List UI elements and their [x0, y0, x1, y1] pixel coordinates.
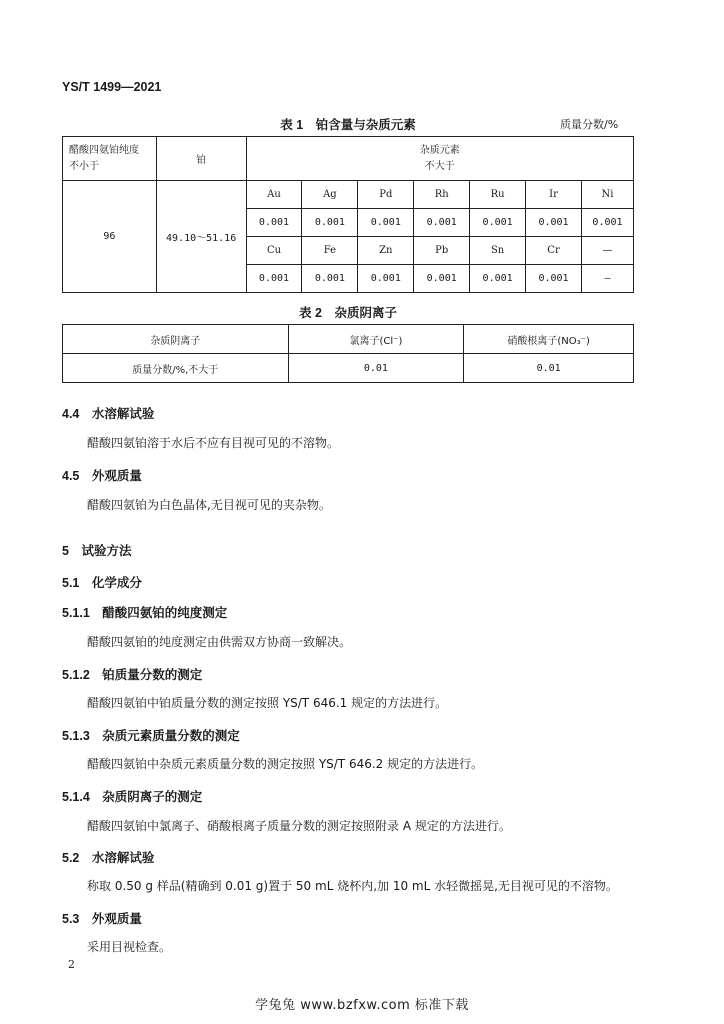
- table2: [62, 324, 634, 383]
- section-text-4-4: 醋酸四氨铂溶于水后不应有目视可见的不溶物。: [87, 436, 340, 450]
- section-heading-5-1-1: 5.1.1 醋酸四氨铂的纯度测定: [62, 606, 228, 620]
- header-anion: 杂质阴离子: [63, 325, 289, 354]
- element-cell: —: [581, 237, 633, 265]
- element-cell: Rh: [414, 181, 470, 209]
- element-cell: Fe: [302, 237, 358, 265]
- value-cell: 0.001: [302, 209, 358, 237]
- value-cell: 0.001: [358, 265, 414, 293]
- value-cell: 0.001: [246, 265, 302, 293]
- header-platinum: 铂: [156, 137, 246, 181]
- value-cell: 0.001: [302, 265, 358, 293]
- element-cell: Cu: [246, 237, 302, 265]
- section-text-5-1-4: 醋酸四氨铂中氯离子、硝酸根离子质量分数的测定按照附录 A 规定的方法进行。: [87, 819, 511, 833]
- table1: [62, 136, 634, 293]
- section-heading-4-4: 4.4 水溶解试验: [62, 407, 155, 421]
- section-heading-5: 5 试验方法: [62, 544, 132, 558]
- value-cell: 0.001: [470, 209, 526, 237]
- table1-caption: 表 1 铂含量与杂质元素: [280, 118, 416, 132]
- section-heading-5-1: 5.1 化学成分: [62, 576, 142, 590]
- value-cell: 0.001: [358, 209, 414, 237]
- section-heading-5-1-4: 5.1.4 杂质阴离子的测定: [62, 790, 203, 804]
- value-cell: —: [581, 265, 633, 293]
- table1-unit: 质量分数/%: [560, 118, 619, 131]
- value-cell: 0.001: [526, 209, 582, 237]
- value-cell: 0.001: [526, 265, 582, 293]
- element-cell: Ru: [470, 181, 526, 209]
- header-chloride: 氯离子(Cl⁻): [288, 325, 464, 354]
- chloride-value: 0.01: [288, 354, 464, 383]
- section-text-4-5: 醋酸四氨铂为白色晶体,无目视可见的夹杂物。: [87, 498, 331, 512]
- standard-code: YS/T 1499—2021: [62, 80, 162, 94]
- element-cell: Cr: [526, 237, 582, 265]
- nitrate-value: 0.01: [464, 354, 634, 383]
- section-heading-5-1-2: 5.1.2 铂质量分数的测定: [62, 668, 203, 682]
- row-label: 质量分数/%,不大于: [63, 354, 289, 383]
- section-text-5-1-1: 醋酸四氨铂的纯度测定由供需双方协商一致解决。: [87, 635, 352, 649]
- element-cell: Sn: [470, 237, 526, 265]
- header-purity: 醋酸四氨铂纯度 不小于: [63, 137, 157, 181]
- element-cell: Pb: [414, 237, 470, 265]
- section-text-5-3: 采用目视检查。: [87, 940, 172, 954]
- purity-value: 96: [63, 181, 157, 293]
- page-number: 2: [68, 958, 75, 971]
- section-heading-5-2: 5.2 水溶解试验: [62, 851, 155, 865]
- section-heading-5-1-3: 5.1.3 杂质元素质量分数的测定: [62, 729, 240, 743]
- footer-watermark[interactable]: 学兔兔 www.bzfxw.com 标准下载: [255, 998, 469, 1013]
- value-cell: 0.001: [470, 265, 526, 293]
- value-cell: 0.001: [414, 265, 470, 293]
- element-cell: Ir: [526, 181, 582, 209]
- section-text-5-1-3: 醋酸四氨铂中杂质元素质量分数的测定按照 YS/T 646.2 规定的方法进行。: [87, 757, 484, 771]
- element-cell: Ag: [302, 181, 358, 209]
- value-cell: 0.001: [581, 209, 633, 237]
- header-impurity: 杂质元素 不大于: [246, 137, 633, 181]
- section-heading-4-5: 4.5 外观质量: [62, 469, 142, 483]
- element-cell: Zn: [358, 237, 414, 265]
- element-cell: Ni: [581, 181, 633, 209]
- section-text-5-1-2: 醋酸四氨铂中铂质量分数的测定按照 YS/T 646.1 规定的方法进行。: [87, 696, 448, 710]
- platinum-range: 49.10～51.16: [156, 181, 246, 293]
- value-cell: 0.001: [246, 209, 302, 237]
- section-text-5-2: 称取 0.50 g 样品(精确到 0.01 g)置于 50 mL 烧杯内,加 10 mL 水轻微摇晃,无目视可见的不溶物。: [87, 879, 618, 893]
- table2-caption: 表 2 杂质阴离子: [299, 306, 397, 320]
- element-cell: Au: [246, 181, 302, 209]
- element-cell: Pd: [358, 181, 414, 209]
- value-cell: 0.001: [414, 209, 470, 237]
- header-nitrate: 硝酸根离子(NO₃⁻): [464, 325, 634, 354]
- section-heading-5-3: 5.3 外观质量: [62, 912, 142, 926]
